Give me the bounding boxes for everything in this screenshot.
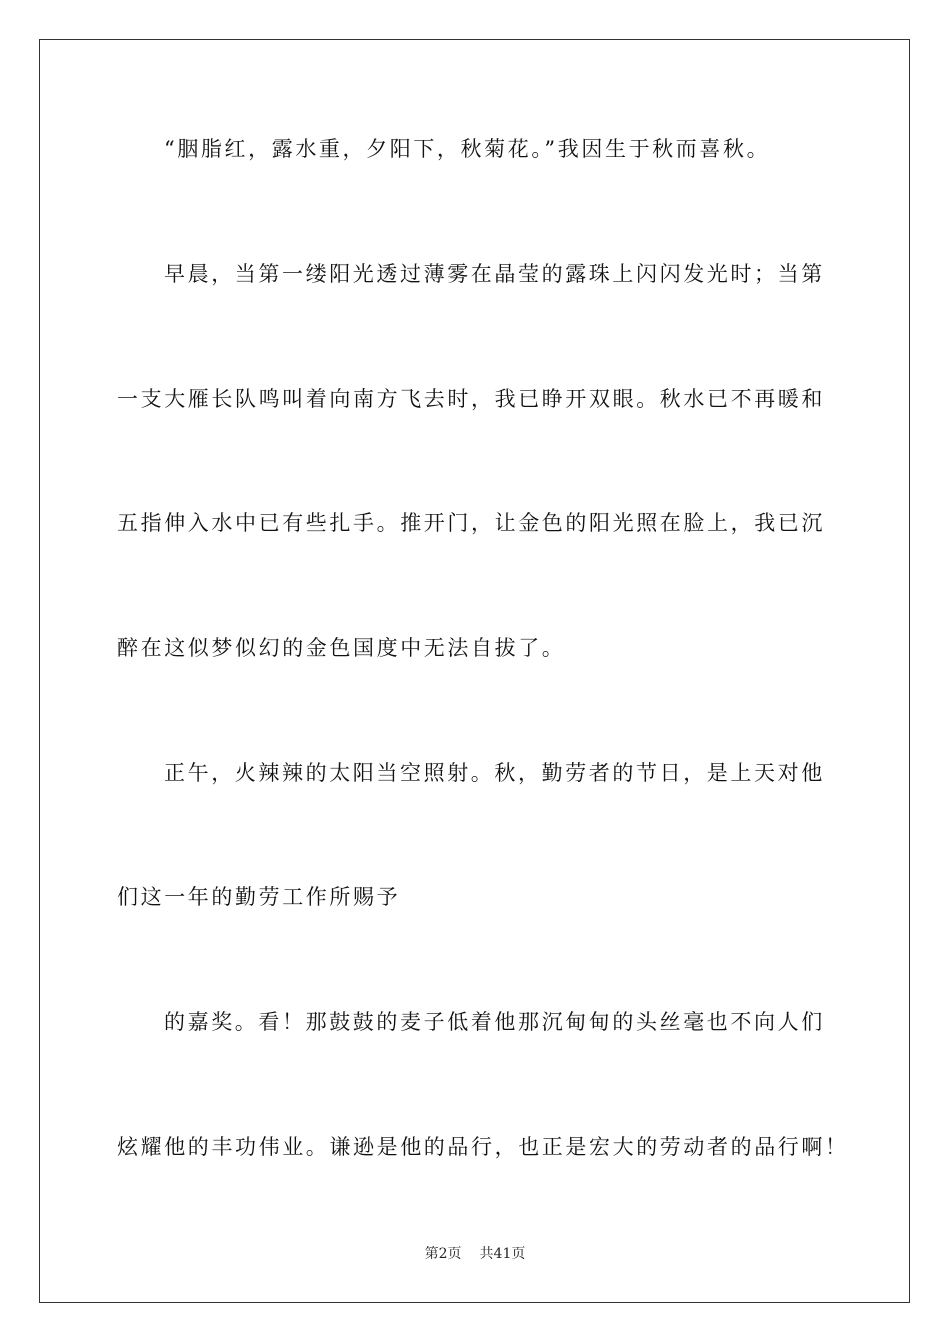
- paragraph-line: 正午，火辣辣的太阳当空照射。秋，勤劳者的节日，是上天对他: [164, 761, 825, 785]
- page-frame: [39, 39, 910, 1303]
- paragraph-line: 们这一年的勤劳工作所赐予: [117, 885, 401, 909]
- total-page-count: 共41页: [479, 1246, 526, 1262]
- paragraph-line: 早晨，当第一缕阳光透过薄雾在晶莹的露珠上闪闪发光时；当第: [164, 262, 825, 286]
- paragraph-line: 醉在这似梦似幻的金色国度中无法自拔了。: [117, 636, 566, 660]
- paragraph-line: “胭脂红，露水重，夕阳下，秋菊花。”我因生于秋而喜秋。: [164, 137, 771, 161]
- paragraph-line: 炫耀他的丰功伟业。谦逊是他的品行，也正是宏大的劳动者的品行啊！: [117, 1135, 849, 1159]
- current-page-number: 第2页: [424, 1246, 462, 1262]
- paragraph-line: 的嘉奖。看！那鼓鼓的麦子低着他那沉甸甸的头丝毫也不向人们: [164, 1010, 825, 1034]
- paragraph-line: 五指伸入水中已有些扎手。推开门，让金色的阳光照在脸上，我已沉: [117, 511, 825, 535]
- paragraph-line: 一支大雁长队鸣叫着向南方飞去时，我已睁开双眼。秋水已不再暖和: [117, 387, 825, 411]
- page-footer: [0, 1244, 950, 1264]
